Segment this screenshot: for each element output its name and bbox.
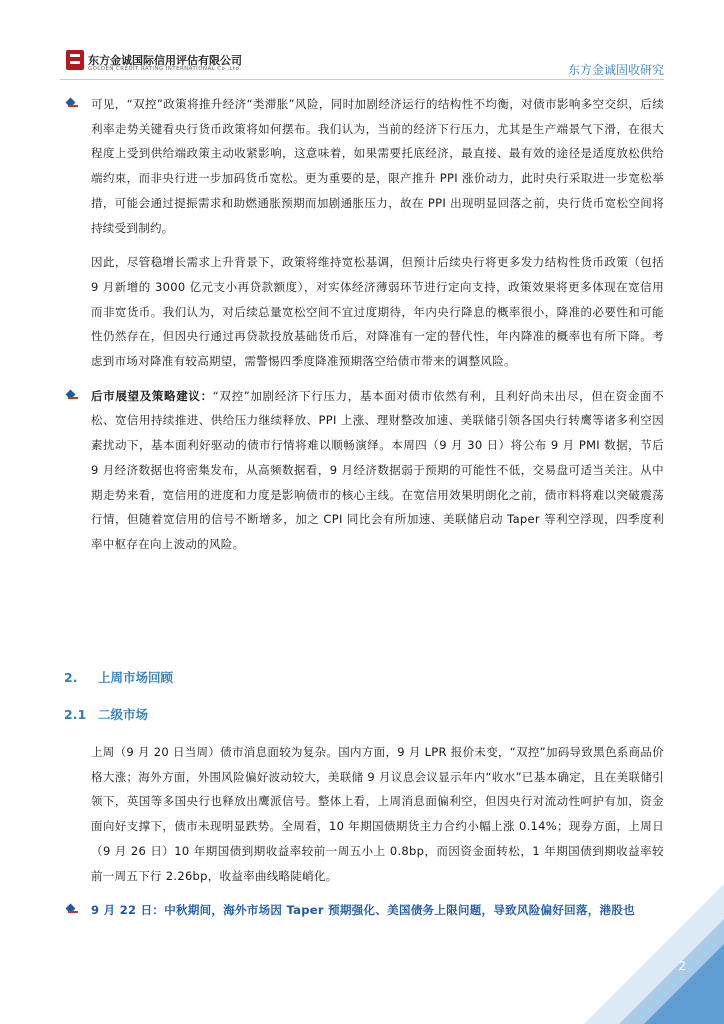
diamond-bullet-icon [67,99,76,108]
page-number: 2 [678,959,686,973]
page-header [0,0,724,80]
paragraph-1 [60,92,664,240]
company-name: 东方金诚国际信用评估有限公司 [88,54,242,67]
section-title: 上周市场回顾 [98,670,174,685]
paragraph-text: 因此，尽管稳增长需求上升背景下，政策将维持宽松基调，但预计后续央行将更多发力结构性货币政策（包括 9 月新增的 3000 亿元支小再贷款额度），对实体经济薄弱环节进行定向支持，政策效果将更多体现在宽信用而非宽货币。我们认为，对后续总量宽松空间不宜过度期待，年内央行降息的概率很小，降准的必要性和可能性仍然存在，但因央行通过再贷款投放基础货币后，对降准有一定的替代性，年内降准的概率也有所下降。考虑到市场对降准有较高期望，需警惕四季度降准预期落空给债市带来的调整风险。 [91,255,664,369]
paragraph-text: 中秋期间，海外市场因 Taper 预期强化、美国债务上限问题，导致风险偏好回落，港股也 [164,903,635,918]
brand-title: 东方金诚固收研究 [567,63,664,77]
section-number: 2. [64,670,78,685]
company-logo-icon [66,50,84,70]
paragraph-label: 9 月 22 日： [91,903,165,918]
section-heading-2 [64,668,173,686]
section-number: 2.1 [64,707,87,722]
paragraph-3 [60,384,664,557]
section-title: 二级市场 [98,707,149,722]
header-divider [60,79,664,80]
corner-decoration [524,824,724,1024]
document-body [60,92,664,567]
paragraph-text: “双控”加剧经济下行压力，基本面对债市依然有利，且利好尚未出尽，但在资金面不松、宽信用持续推进、供给压力继续释放、PPI 上涨、理财整改加速、美联储引领各国央行转鹰等诸多利空因素扰动下，基本面利好驱动的债市行情将难以顺畅演绎。本周四（9 月 30 日）将公布 9 月 PMI 数据，节后 9 月经济数据也将密集发布，从高频数据看，9 月经济数据弱于预期的可能性不低，交易盘可适当关注。从中期走势来看，宽信用的进度和力度是影响债市的核心主线。在宽信用效果明朗化之前，债市料将难以突破震荡行情，但随着宽信用的信号不断增多，加之 CPI 同比会有所加速、美联储启动 Taper 等利空浮现，四季度利率中枢存在向上波动的风险。 [91,388,665,551]
paragraph-text: 可见，“双控”政策将推升经济“类滞胀”风险，同时加剧经济运行的结构性不均衡，对债市影响多空交织，后续利率走势关键看央行货币政策将如何摆布。我们认为，当前的经济下行压力，尤其是生产端景气下滑，在很大程度上受到供给端政策主动收紧影响，这意味着，如果需要托底经济，最直接、最有效的途径是适度放松供给端约束，而非央行进一步加码货币宽松。更为重要的是，限产推升 PPI 涨价动力，此时央行采取进一步宽松举措，可能会通过提振需求和助燃通胀预期而加剧通胀压力，故在 PPI 出现明显回落之前，央行货币宽松空间将持续受到制约。 [91,97,664,235]
paragraph-text: 上周（9 月 20 日当周）债市消息面较为复杂。国内方面，9 月 LPR 报价未变，“双控”加码导致黑色系商品价格大涨；海外方面，外围风险偏好波动较大，美联储 9 月议息会议显示年内“收水”已基本确定，且在美联储引领下，英国等多国央行也释放出鹰派信号。整体上看，上周消息面偏利空，但因央行对流动性呵护有加，资金面向好支撑下，债市未现明显跌势。全周看，10 年期国债期货主力合约小幅上涨 0.14%；现券方面，上周日（9 月 26 日）10 年期国债到期收益率较前一周五小上 0.8bp，而因资金面转松，1 年期国债到期收益率较前一周五下行 2.26bp，收益率曲线略陡峭化。 [91,745,664,883]
diamond-bullet-icon [67,905,76,914]
paragraph-2 [60,250,664,374]
diamond-bullet-icon [67,391,76,400]
section-heading-2-1 [64,705,148,723]
company-name-en: GOLDEN CREDIT RATING INTERNATIONAL Co.,Ltd. [88,66,242,72]
paragraph-label: 后市展望及策略建议： [91,388,213,403]
